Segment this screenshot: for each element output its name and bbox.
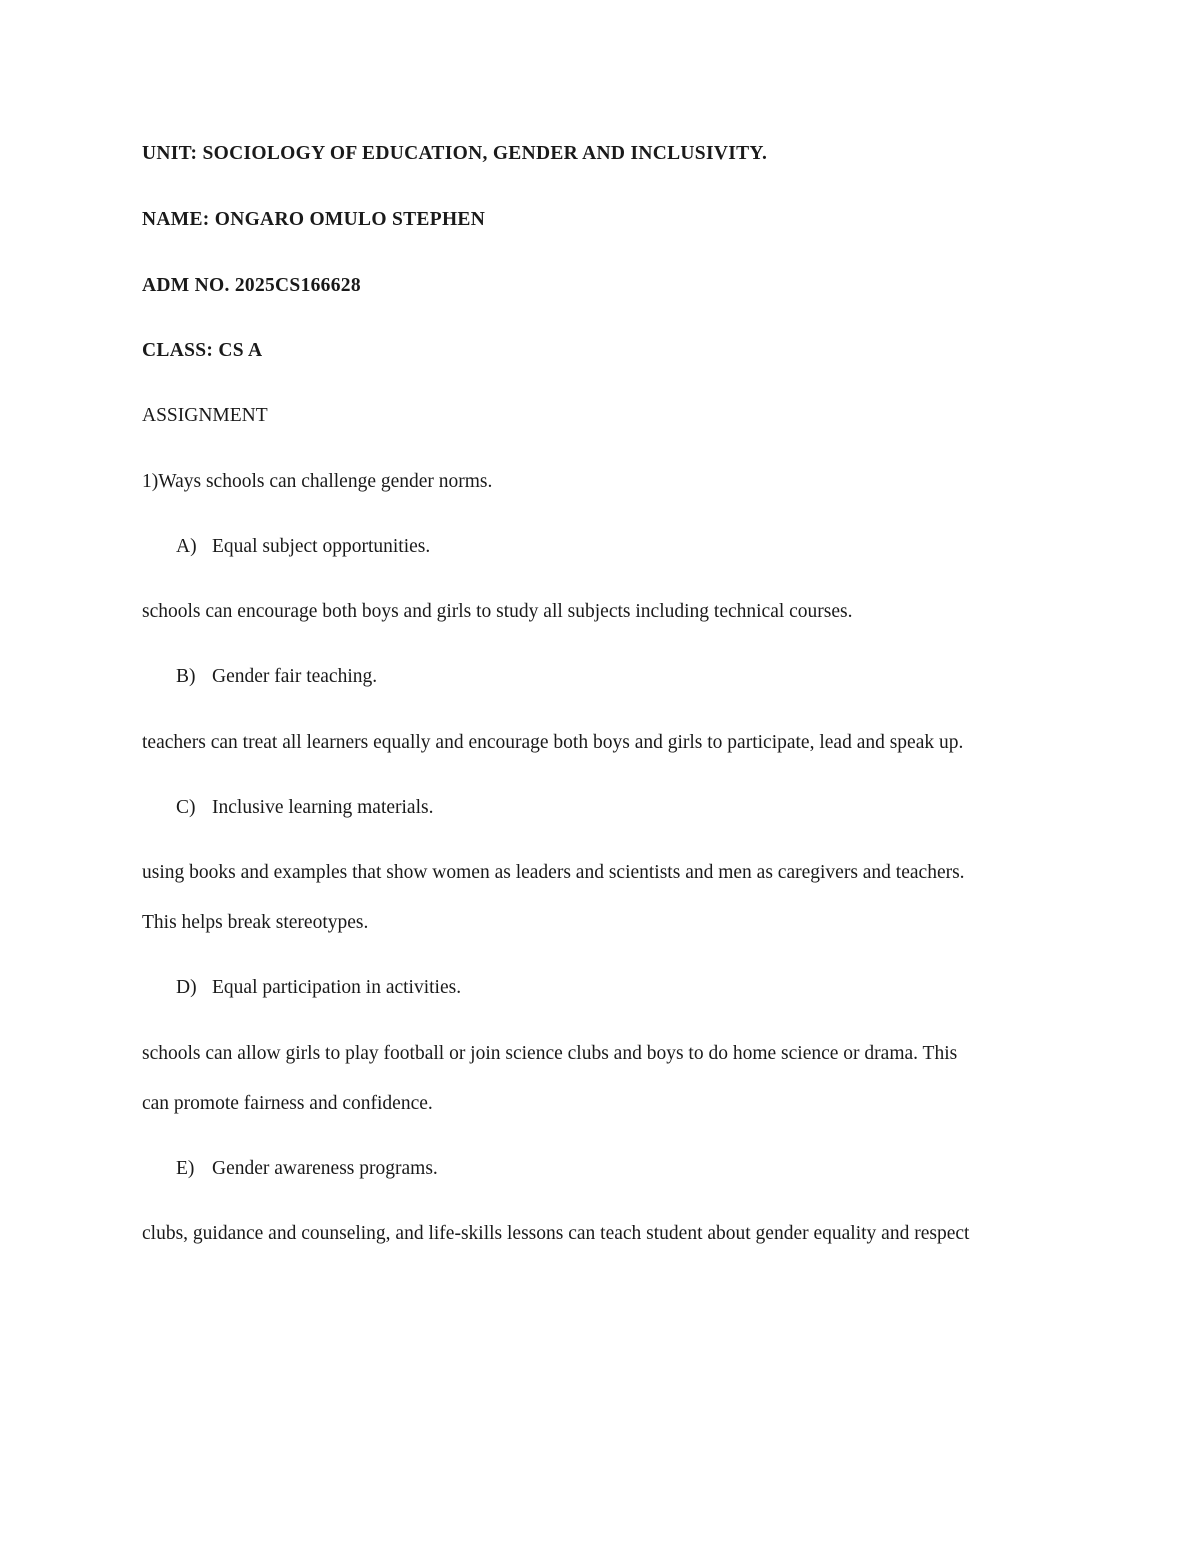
point-e-marker: E) xyxy=(176,1158,195,1179)
point-e-title: Gender awareness programs. xyxy=(212,1158,438,1179)
point-c-marker: C) xyxy=(176,797,196,818)
point-e-heading xyxy=(176,1157,438,1181)
point-e-body-line-1: clubs, guidance and counseling, and life-skills lessons can teach student about gender equality and respect xyxy=(142,1223,970,1244)
point-b-marker: B) xyxy=(176,666,196,687)
point-c-title: Inclusive learning materials. xyxy=(212,797,434,818)
unit-heading: UNIT: SOCIOLOGY OF EDUCATION, GENDER AND INCLUSIVITY. xyxy=(142,143,768,164)
point-a-marker: A) xyxy=(176,536,197,557)
point-c-body-line-1: using books and examples that show women as leaders and scientists and men as caregivers and teachers. xyxy=(142,862,965,883)
admission-number: ADM NO. 2025CS166628 xyxy=(142,275,361,296)
point-c-body-line-2: This helps break stereotypes. xyxy=(142,912,369,933)
point-c-heading xyxy=(176,796,433,820)
point-d-marker: D) xyxy=(176,977,197,998)
point-d-heading xyxy=(176,976,461,1000)
point-b-heading xyxy=(176,665,377,689)
question-heading: 1)Ways schools can challenge gender norms. xyxy=(142,471,493,492)
point-d-body-line-2: can promote fairness and confidence. xyxy=(142,1093,433,1114)
assignment-label: ASSIGNMENT xyxy=(142,405,268,426)
point-d-body-line-1: schools can allow girls to play football or join science clubs and boys to do home science or drama. This xyxy=(142,1043,958,1064)
point-a-body-line-1: schools can encourage both boys and girls to study all subjects including technical courses. xyxy=(142,601,853,622)
point-a-title: Equal subject opportunities. xyxy=(212,536,431,557)
class-label: CLASS: CS A xyxy=(142,340,263,361)
point-b-body-line-1: teachers can treat all learners equally and encourage both boys and girls to participate, lead and speak up. xyxy=(142,732,964,753)
point-a-heading xyxy=(176,535,430,559)
point-d-title: Equal participation in activities. xyxy=(212,977,462,998)
point-b-title: Gender fair teaching. xyxy=(212,666,378,687)
student-name: NAME: ONGARO OMULO STEPHEN xyxy=(142,209,486,230)
